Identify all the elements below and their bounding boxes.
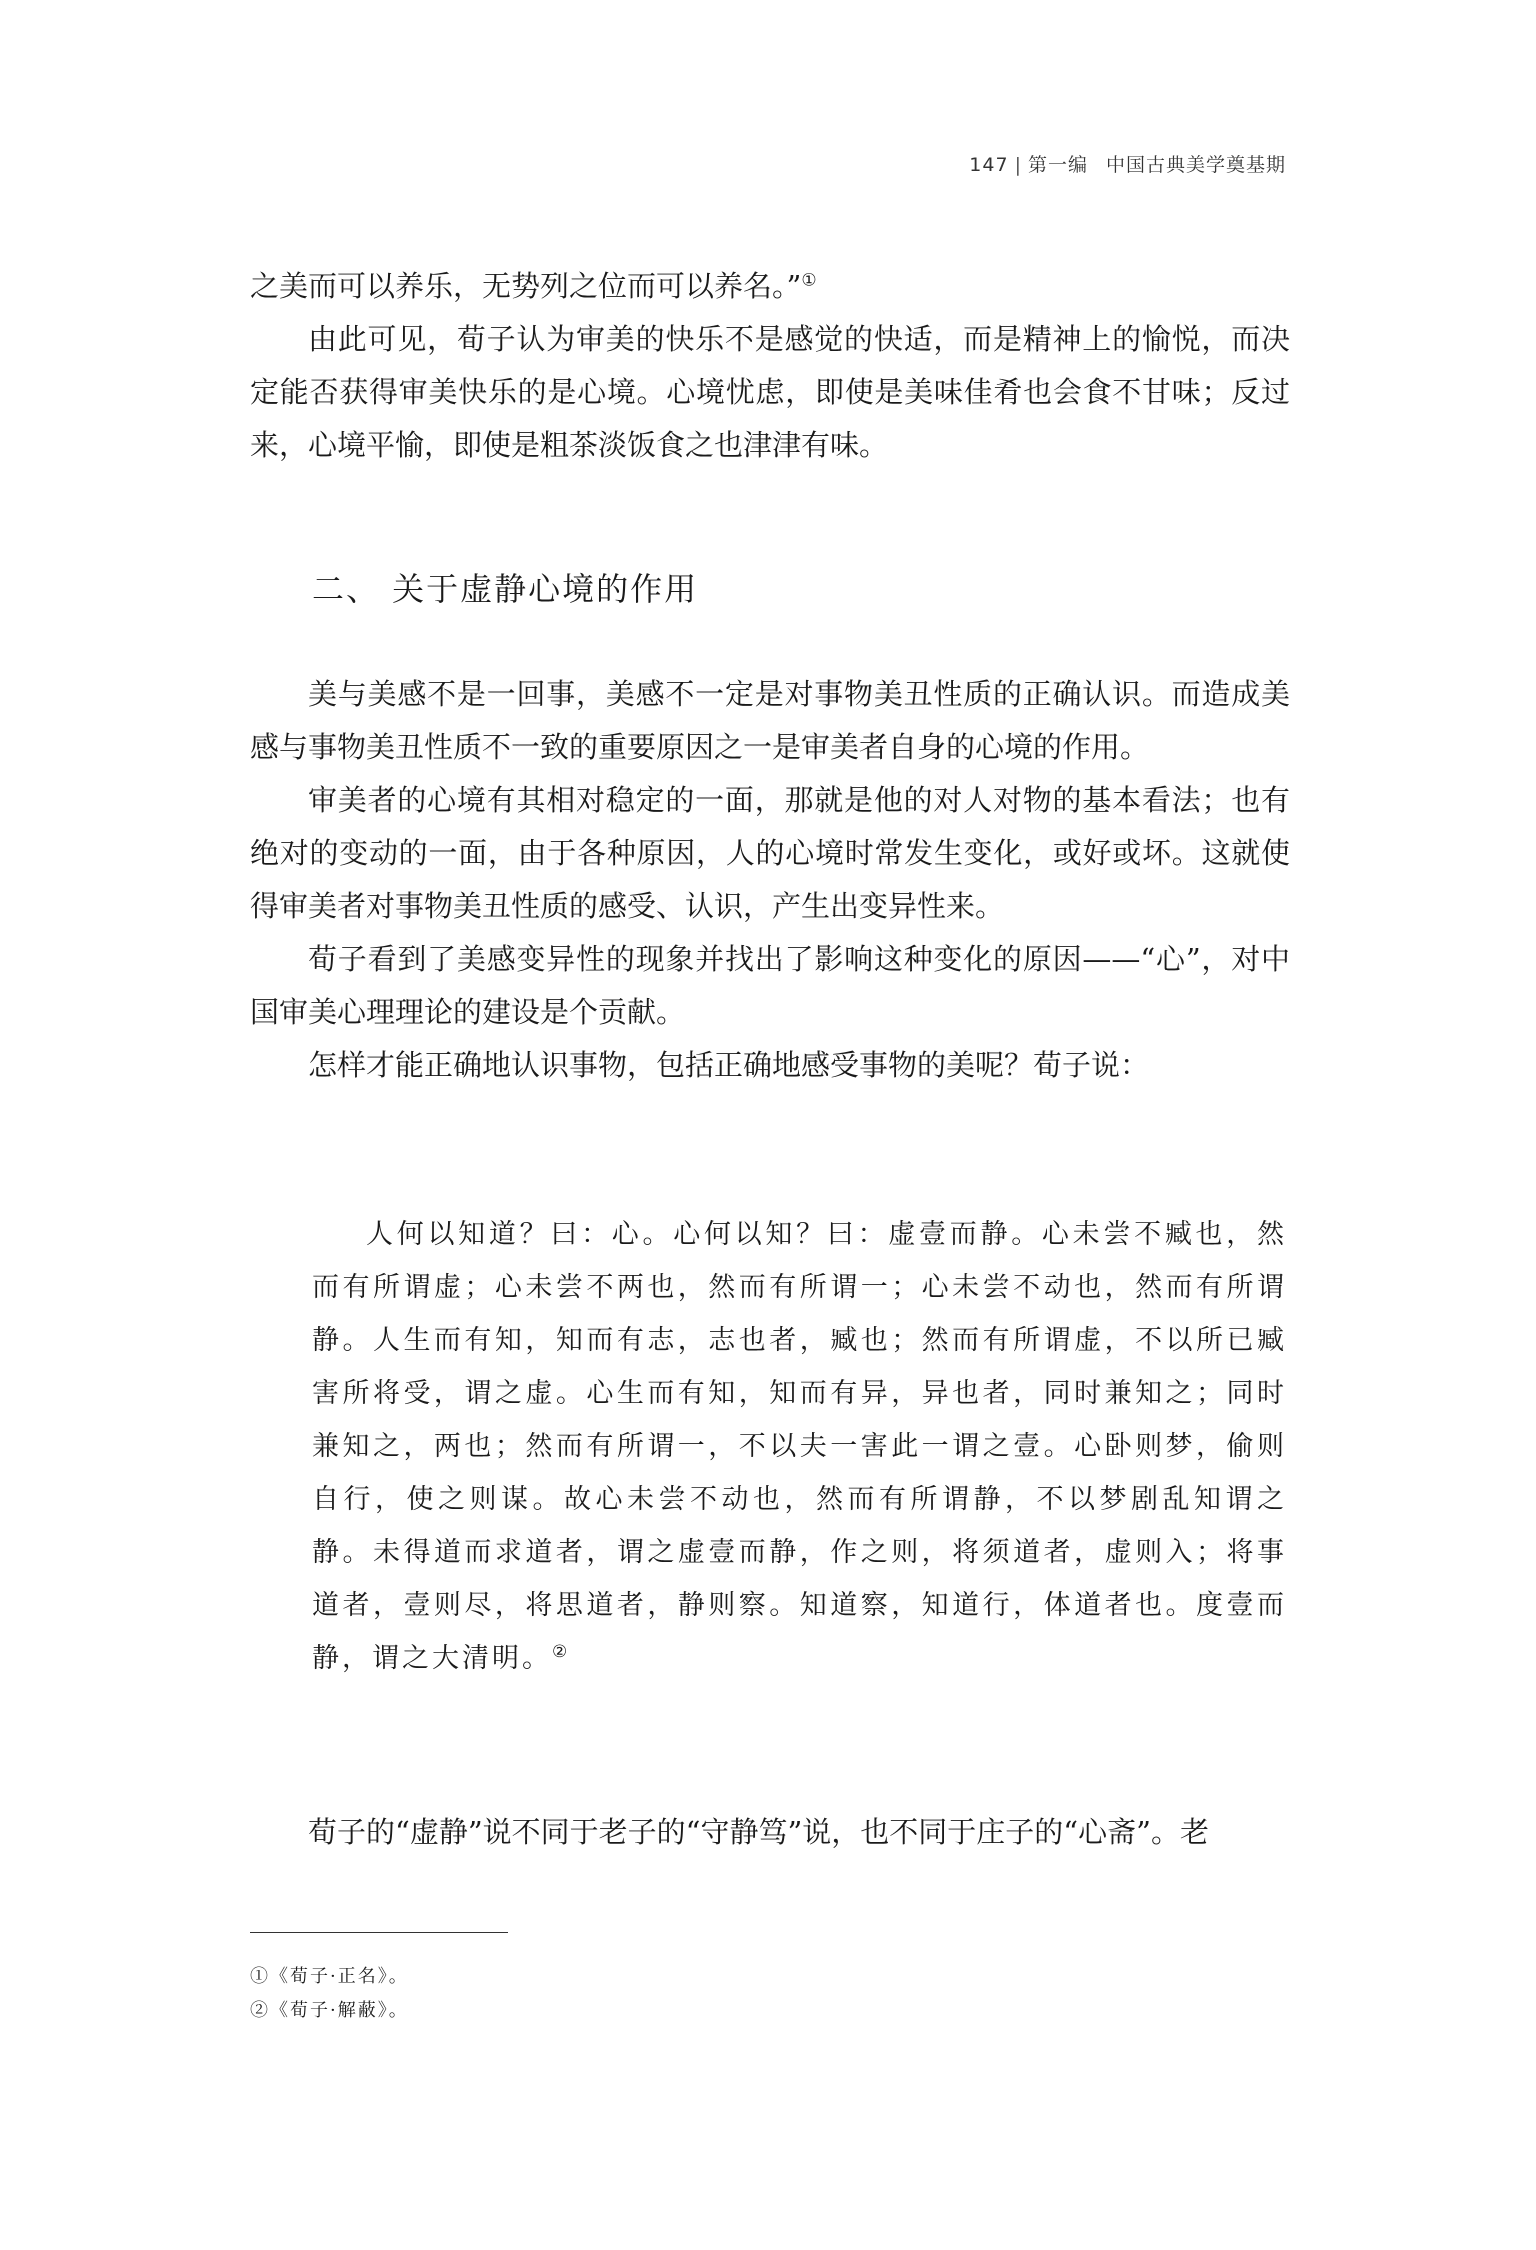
paragraph-1: 由此可见，荀子认为审美的快乐不是感觉的快适，而是精神上的愉悦，而决定能否获得审美快乐的是心境。心境忧虑，即使是美味佳肴也会食不甘味；反过来，心境平愉，即使是粗茶淡饭食之也津津有味。 (250, 322, 1290, 462)
body-block-top (250, 260, 1290, 472)
quote-paragraph (312, 1208, 1287, 1685)
paragraph-5: 怎样才能正确地认识事物，包括正确地感受事物的美呢？荀子说： (308, 1048, 1150, 1082)
page-number: 147 (969, 154, 1009, 176)
quote-text: 人何以知道？曰：心。心何以知？曰：虚壹而静。心未尝不臧也，然而有所谓虚；心未尝不两也，然而有所谓一；心未尝不动也，然而有所谓静。人生而有知，知而有志，志也者，臧也；然而有所谓虚，不以所已臧害所将受，谓之虚。心生而有知，知而有异，异也者，同时兼知之；同时兼知之，两也；然而有所谓一，不以夫一害此一谓之壹。心卧则梦，偷则自行，使之则谋。故心未尝不动也，然而有所谓静，不以梦剧乱知谓之静。未得道而求道者，谓之虚壹而静，作之则，将须道者，虚则入；将事道者，壹则尽，将思道者，静则察。知道察，知道行，体道者也。度壹而静，谓之大清明。 (312, 1219, 1287, 1674)
paragraph-6: 荀子的“虚静”说不同于老子的“守静笃”说，也不同于庄子的“心斋”。老 (308, 1815, 1209, 1849)
footnotes (250, 1960, 409, 2028)
paragraph-3: 审美者的心境有其相对稳定的一面，那就是他的对人对物的基本看法；也有绝对的变动的一面，由于各种原因，人的心境时常发生变化，或好或坏。这就使得审美者对事物美丑性质的感受、认识，产生出变异性来。 (250, 783, 1290, 923)
continuation-paragraph (250, 260, 1290, 313)
continuation-text: 之美而可以养乐，无势列之位而可以养名。” (250, 269, 802, 303)
footnote-ref-1: ① (801, 270, 817, 291)
part-label: 第一编 (1027, 154, 1088, 176)
section-heading: 二、 关于虚静心境的作用 (312, 570, 699, 608)
footnote-2: ②《荀子·解蔽》。 (250, 2000, 409, 2021)
footnote-rule (250, 1932, 508, 1933)
running-head-separator: | (1014, 154, 1022, 176)
running-head (969, 150, 1286, 177)
footnote-ref-2: ② (552, 1642, 571, 1662)
block-quote (312, 1208, 1287, 1685)
body-block-middle (250, 668, 1290, 1092)
paragraph-2: 美与美感不是一回事，美感不一定是对事物美丑性质的正确认识。而造成美感与事物美丑性质不一致的重要原因之一是审美者自身的心境的作用。 (250, 677, 1290, 764)
body-block-bottom (250, 1806, 1290, 1859)
paragraph-4: 荀子看到了美感变异性的现象并找出了影响这种变化的原因——“心”，对中国审美心理理论的建设是个贡献。 (250, 942, 1290, 1029)
footnote-1: ①《荀子·正名》。 (250, 1966, 409, 1987)
part-title: 中国古典美学奠基期 (1105, 154, 1286, 176)
